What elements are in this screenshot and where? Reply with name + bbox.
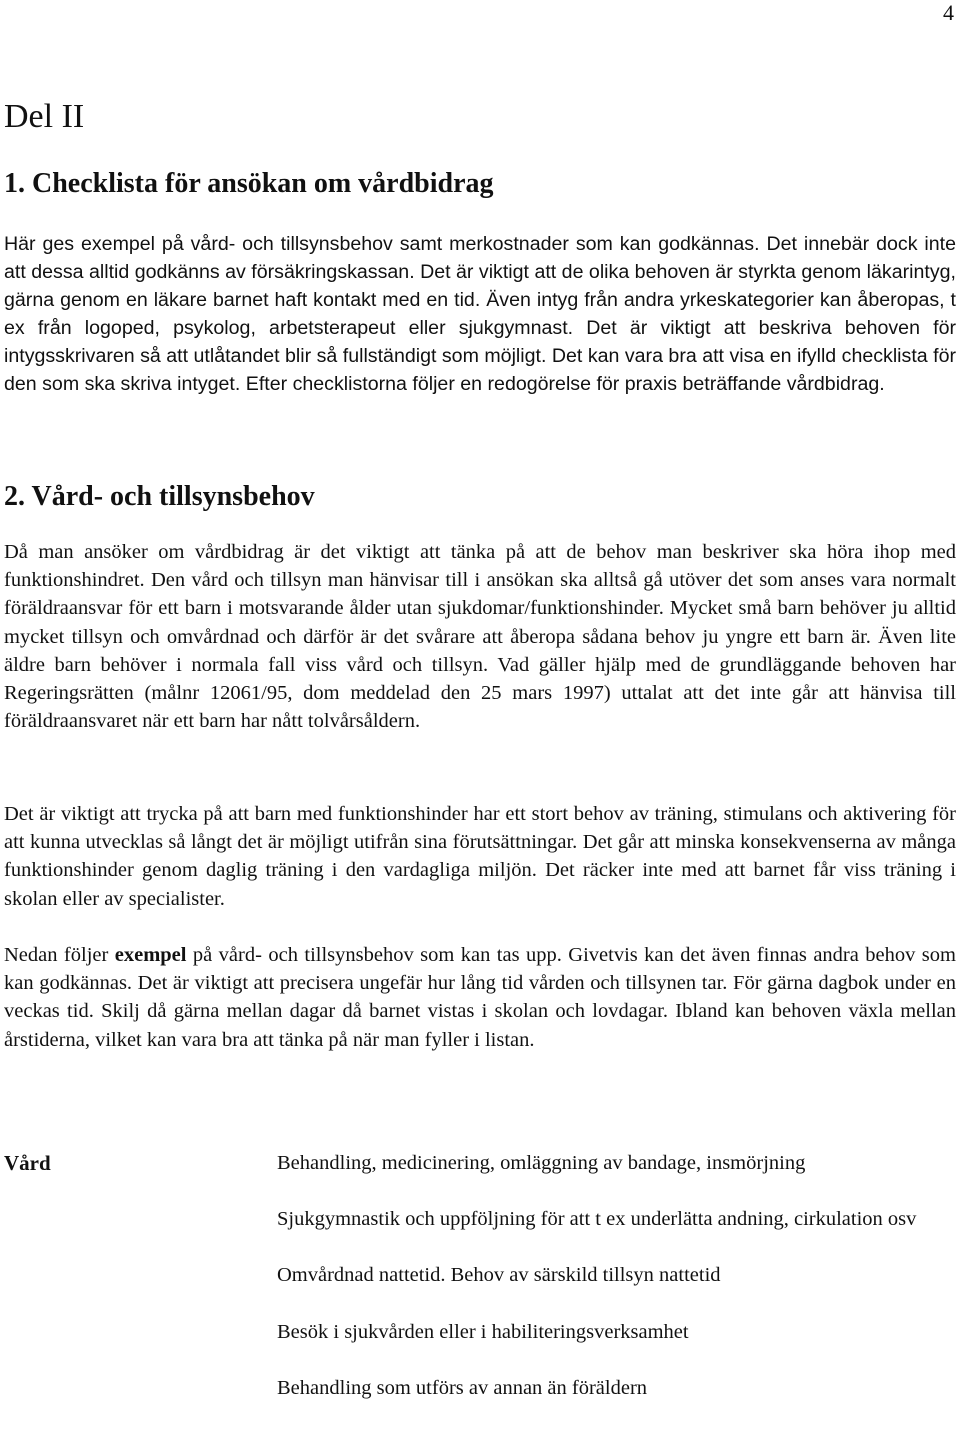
page-number: 4 <box>943 0 954 25</box>
care-item: Sjukgymnastik och uppföljning för att t ex underlätta andning, cirkulation osv <box>277 1208 917 1231</box>
care-item: Behandling, medicinering, omläggning av bandage, insmörjning <box>277 1152 806 1174</box>
part-title: Del II <box>4 98 85 135</box>
care-item: Behandling som utförs av annan än föräldern <box>277 1376 648 1399</box>
care-needs-paragraph-1: Då man ansöker om vårdbidrag är det viktigt att tänka på att de behov man beskriver ska höra ihop med funktionshindret. Den vård och tillsyn man hänvisar till i ansökan ska alltså gå utöver det som anses vara normalt föräldraansvar för ett barn i motsvarande ålder utan sjukdomar/funktionshinder. Mycket små barn behöver ju alltid mycket tillsyn och omvårdnad och därför är det svårare att åberopa sådana behov ju yngre ett barn är. Även lite äldre barn behöver i normala fall viss vård och tillsyn. Vad gäller hjälp med de grundläggande behoven har Regeringsrätten (målnr 12061/95, dom meddelad den 25 mars 1997) uttalat att det inte går att hänvisa till föräldraansvaret när ett barn har nått tolvårsåldern. <box>4 541 956 733</box>
care-item: Besök i sjukvården eller i habiliteringsverksamhet <box>277 1320 689 1343</box>
intro-paragraph: Här ges exempel på vård- och tillsynsbehov samt merkostnader som kan godkännas. Det innebär dock inte att dessa alltid godkänns av försäkringskassan. Det är viktigt att de olika behoven är styrkta genom läkarintyg, gärna genom en läkare barnet haft kontakt med en tid. Även intyg från andra yrkeskategorier kan åberopas, t ex från logoped, psykolog, arbetsterapeut eller sjukgymnast. Det är viktigt att beskriva behoven för intygsskrivaren så att utlåtandet blir så fullständigt som möjligt. Det kan vara bra att visa en ifylld checklista för den som ska skriva intyget. Efter checklistorna följer en redogörelse för praxis beträffande vårdbidrag. <box>4 233 956 396</box>
care-items-list <box>277 1149 957 1430</box>
care-item: Omvårdnad nattetid. Behov av särskild tillsyn nattetid <box>277 1264 721 1287</box>
paragraph-text: på vård- och tillsynsbehov som kan tas upp. Givetvis kan det även finnas andra behov som kan godkännas. Det är viktigt att precisera ungefär hur lång tid vården och tillsynen tar. För gärna dagbok under en veckas tid. Skilj då gärna mellan dagar då barnet vistas i skolan och lovdagar. Ibland kan behoven växla mellan årstiderna, vilket kan vara bra att tänka på när man fyller i listan. <box>4 944 956 1051</box>
emphasis-text: exempel <box>114 944 187 966</box>
care-needs-paragraph-2: Det är viktigt att trycka på att barn med funktionshinder har ett stort behov av träning, stimulans och aktivering för att kunna utvecklas så långt det är möjligt utifrån sina förutsättningar. Det går att minska konsekvenserna av många funktionshinder genom daglig träning i den vardagliga miljön. Det räcker inte med att barnet får viss träning i skolan eller av specialister. <box>4 803 956 910</box>
section-heading-checklist: 1. Checklista för ansökan om vårdbidrag <box>4 168 494 199</box>
care-category-label: Vård <box>4 1151 51 1175</box>
care-needs-paragraph-3 <box>4 941 956 1054</box>
section-heading-care-needs: 2. Vård- och tillsynsbehov <box>4 481 315 512</box>
paragraph-text: Nedan följer <box>4 944 115 966</box>
